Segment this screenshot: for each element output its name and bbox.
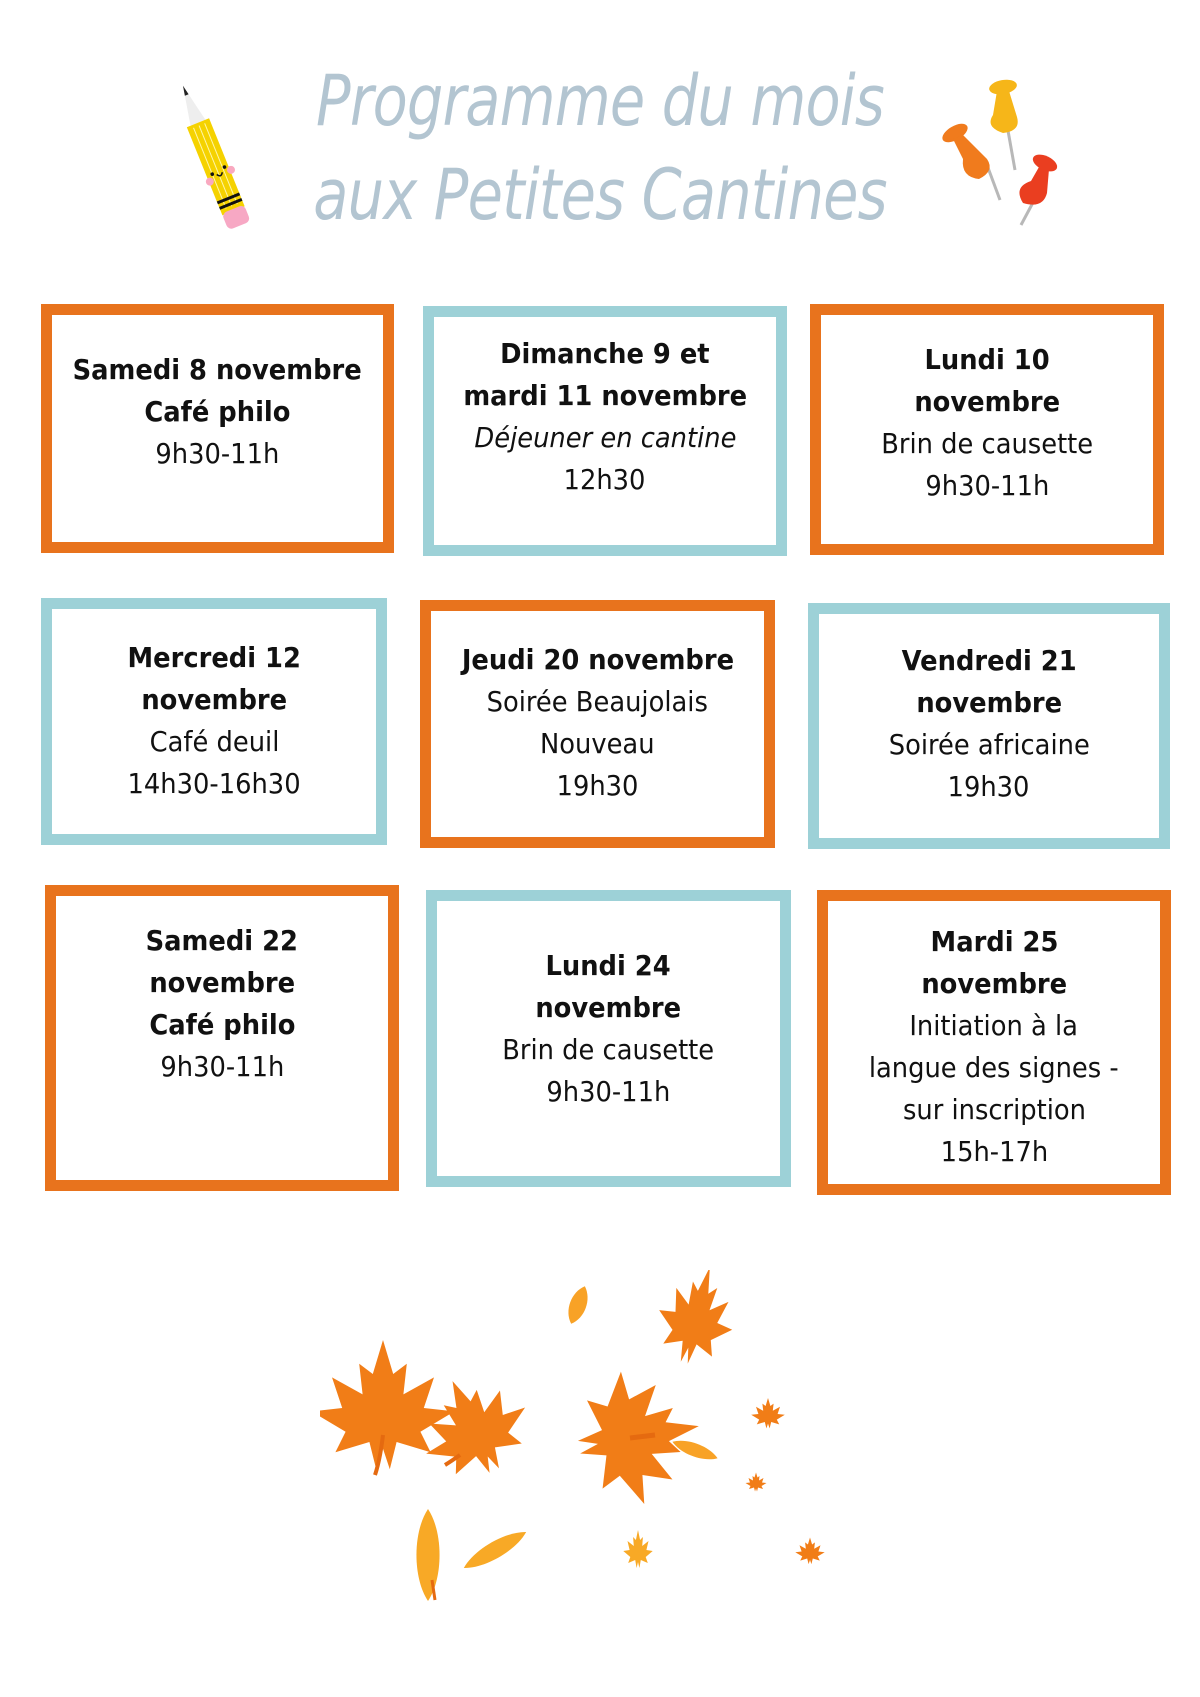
event-card xyxy=(426,890,791,1187)
page-title-line-1: Programme du mois xyxy=(316,60,884,142)
event-card xyxy=(817,890,1171,1195)
event-text: Café philo xyxy=(144,395,291,428)
event-card xyxy=(423,306,787,556)
event-text: novembre xyxy=(921,967,1067,1000)
event-card xyxy=(41,598,387,845)
event-text: mardi 11 novembre xyxy=(463,379,747,412)
event-text: novembre xyxy=(916,686,1062,719)
event-text: Soirée africaine xyxy=(888,728,1090,761)
event-text: Café deuil xyxy=(149,725,279,758)
push-pins-icon xyxy=(925,75,1070,235)
event-card xyxy=(45,885,399,1191)
event-text: Brin de causette xyxy=(502,1033,715,1066)
event-time: 9h30-11h xyxy=(160,1050,284,1083)
event-time: 15h-17h xyxy=(940,1135,1048,1168)
event-text: sur inscription xyxy=(902,1093,1086,1126)
event-date: Jeudi 20 novembre xyxy=(461,643,734,676)
event-text: Soirée Beaujolais xyxy=(486,685,709,718)
event-time: 14h30-16h30 xyxy=(127,767,301,800)
event-date: Samedi 8 novembre xyxy=(72,353,363,386)
event-date: Lundi 24 xyxy=(545,949,672,982)
event-text: Nouveau xyxy=(540,727,655,760)
event-text: novembre xyxy=(535,991,682,1024)
event-time: 12h30 xyxy=(564,463,646,496)
event-card xyxy=(41,304,394,553)
event-date: Lundi 10 xyxy=(924,343,1050,376)
event-card xyxy=(810,304,1164,555)
event-text: Brin de causette xyxy=(881,427,1093,460)
event-text: novembre xyxy=(149,966,295,999)
event-time: 9h30-11h xyxy=(925,469,1049,502)
page-title-line-2: aux Petites Cantines xyxy=(313,154,887,236)
event-time: 19h30 xyxy=(948,770,1030,803)
autumn-leaves-icon xyxy=(320,1270,1020,1620)
event-date: Mercredi 12 xyxy=(127,641,301,674)
event-date: Samedi 22 xyxy=(145,924,299,957)
event-text: Déjeuner en cantine xyxy=(473,421,737,454)
event-card xyxy=(420,600,775,848)
event-time: 9h30-11h xyxy=(155,437,280,470)
event-time: 19h30 xyxy=(556,769,639,802)
event-date: Vendredi 21 xyxy=(901,644,1077,677)
event-card xyxy=(808,603,1170,849)
event-text: novembre xyxy=(914,385,1060,418)
event-date: Mardi 25 xyxy=(930,925,1058,958)
event-time: 9h30-11h xyxy=(546,1075,671,1108)
event-text: Initiation à la xyxy=(909,1009,1079,1042)
event-date: Dimanche 9 et xyxy=(500,337,710,370)
event-text: novembre xyxy=(141,683,287,716)
event-text: langue des signes - xyxy=(869,1051,1119,1084)
event-text: Café philo xyxy=(148,1008,296,1041)
